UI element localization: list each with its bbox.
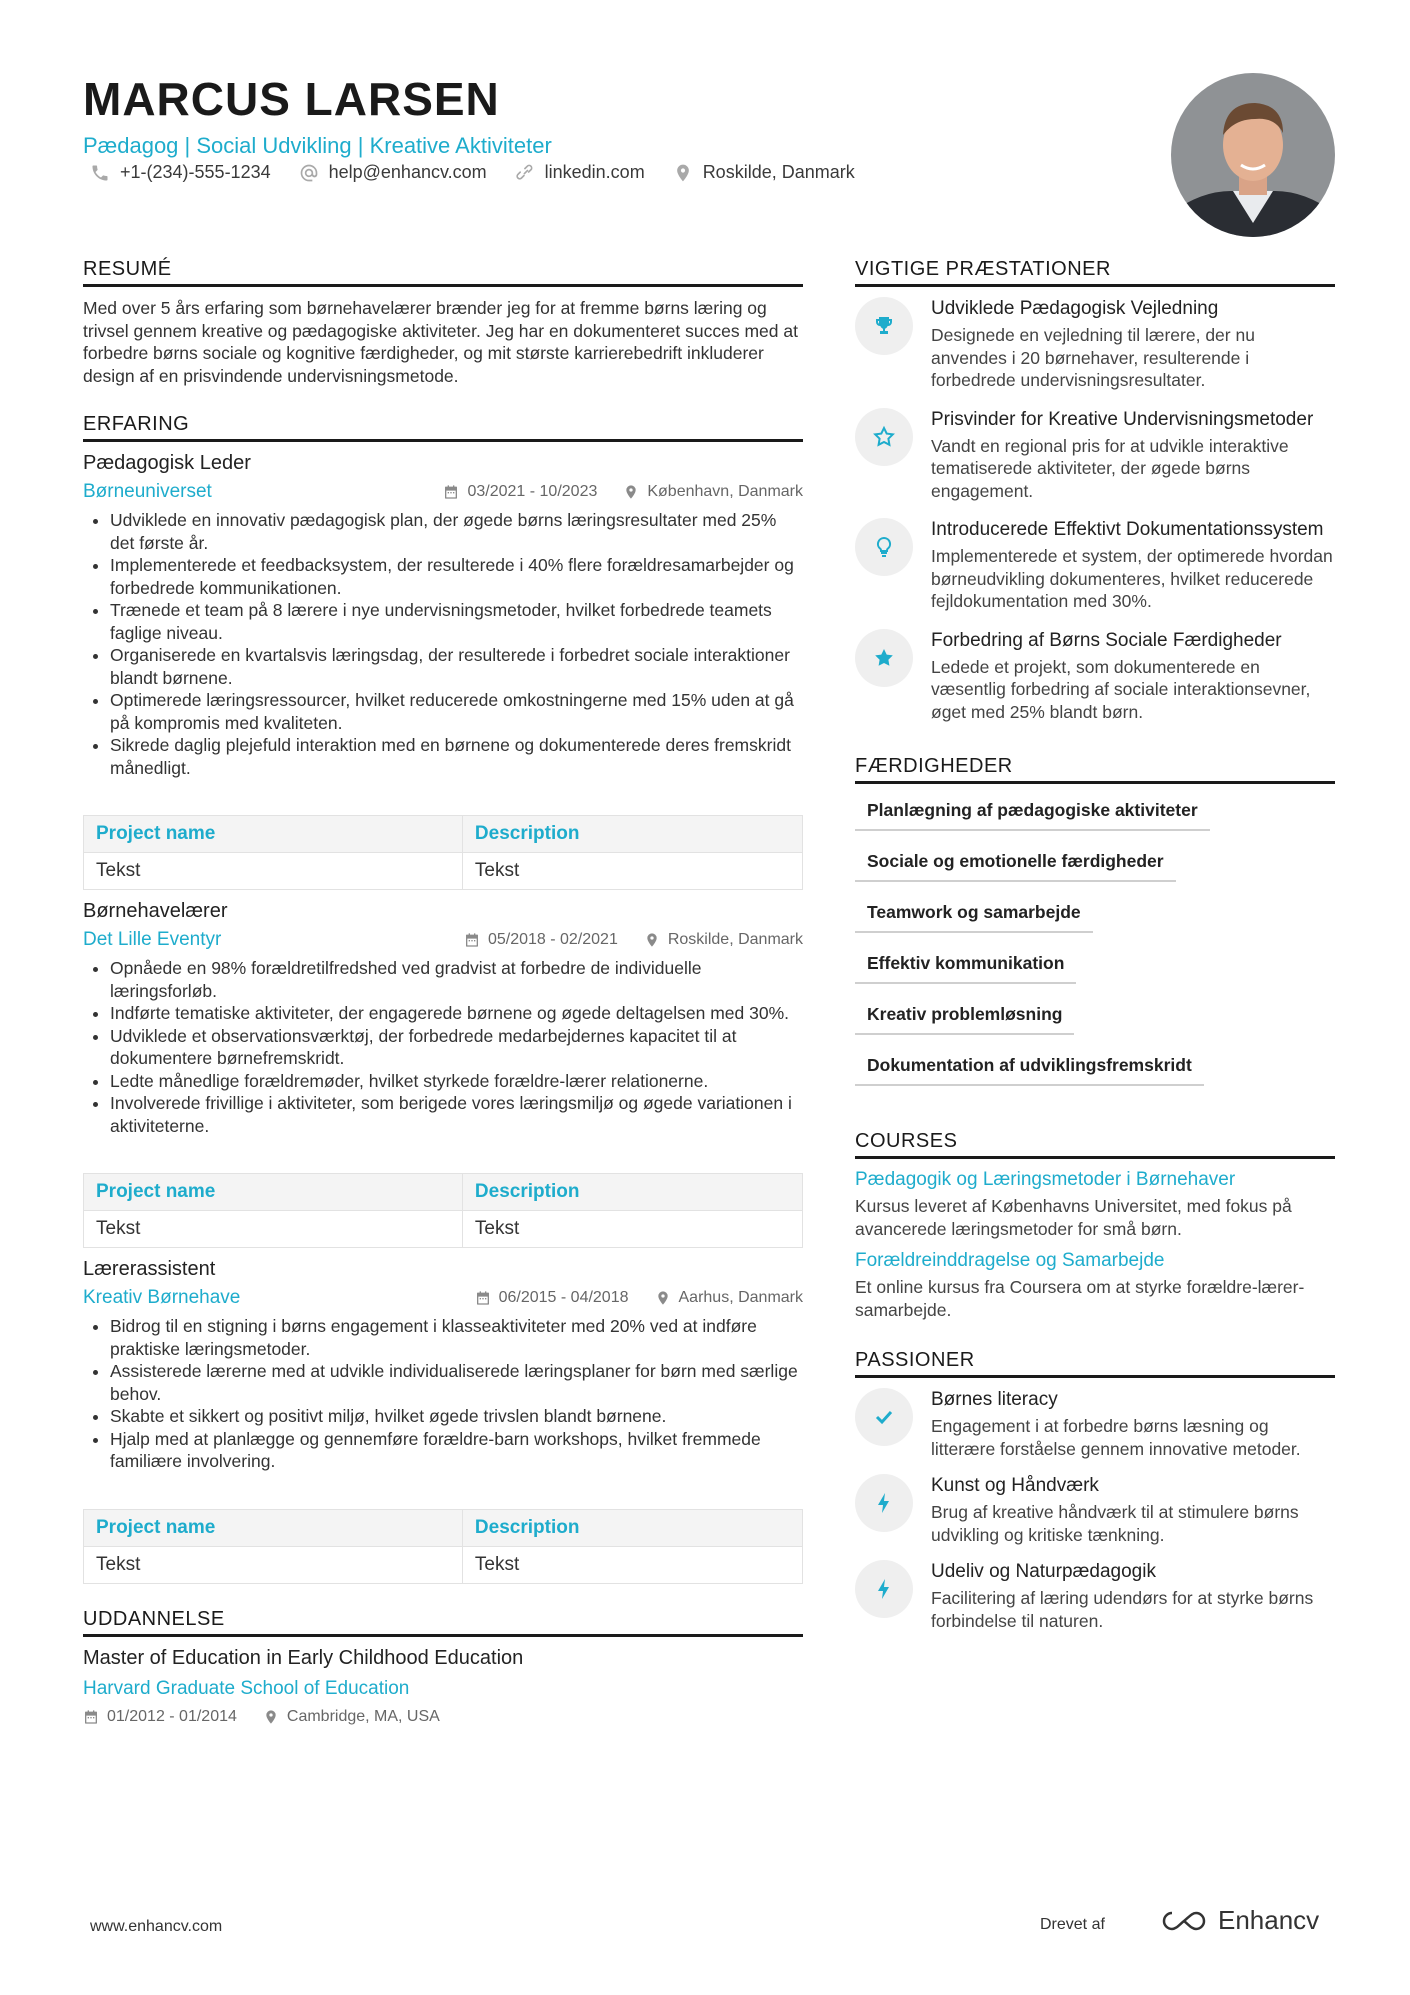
education-school: Harvard Graduate School of Education xyxy=(83,1677,410,1699)
course-desc: Et online kursus fra Coursera om at styrke forældre-lærer-samarbejde. xyxy=(855,1277,1305,1320)
brand-logo xyxy=(1160,1905,1319,1936)
location-pin-icon xyxy=(623,484,639,500)
bullet-item: • Implementerede et feedbacksystem, der resulterede i 40% flere forældresamarbejder og forbedrede kommunikationen. xyxy=(110,554,803,599)
location-pin-icon xyxy=(644,932,660,948)
table-cell: Tekst xyxy=(84,853,463,890)
course-title: Pædagogik og Læringsmetoder i Børnehaver xyxy=(855,1169,1236,1190)
achievement-item xyxy=(855,518,1335,613)
job-entry xyxy=(83,1258,803,1584)
bullet-item: • Optimerede læringsressourcer, hvilket reducerede omkostningerne med 15% uden at gå på kompromis med kvaliteten. xyxy=(110,689,803,734)
summary-text: Med over 5 års erfaring som børnehavelærer brænder jeg for at fremme børns læring og trivsel gennem kreative og pædagogiske aktiviteter. Jeg har en dokumenteret succes med at forbedre børns sociale og kognitive færdigheder, og mit største karrierebedrift inkluderer design af en prisvindende undervisningsmetode. xyxy=(83,298,798,386)
education-dates: 01/2012 - 01/2014 xyxy=(83,1708,237,1726)
table-header-description: Description xyxy=(462,1509,802,1546)
skills-heading: FÆRDIGHEDER xyxy=(855,755,1335,784)
bullet-item: • Ledte månedlige forældremøder, hvilket styrkede forældre-lærer relationerne. xyxy=(110,1070,803,1093)
bullet-item: • Bidrog til en stigning i børns engagement i klasseaktiviteter med 20% ved at indføre praktiske læringsmetoder. xyxy=(110,1315,803,1360)
course-desc: Kursus leveret af Københavns Universitet, med fokus på avancerede læringsmetoder for små børn. xyxy=(855,1196,1292,1239)
job-title: Pædagogisk Leder xyxy=(83,452,251,474)
course-title: Forældreinddragelse og Samarbejde xyxy=(855,1250,1165,1271)
skill-tag: Effektiv kommunikation xyxy=(855,947,1076,984)
achievement-item xyxy=(855,629,1335,724)
achievement-desc: Designede en vejledning til lærere, der nu anvendes i 20 børnehaver, resulterende i forbedrede undervisningsresultater. xyxy=(931,325,1255,390)
achievement-title: Udviklede Pædagogisk Vejledning xyxy=(931,298,1219,319)
job-meta xyxy=(83,481,803,503)
footer-url[interactable]: www.enhancv.com xyxy=(90,1918,223,1935)
achievement-title: Introducerede Effektivt Dokumentationssystem xyxy=(931,519,1324,540)
left-column xyxy=(83,258,803,1726)
contact-bar xyxy=(90,162,855,183)
job-meta xyxy=(83,1287,803,1309)
education-degree: Master of Education in Early Childhood Education xyxy=(83,1646,524,1669)
bullet-item: • Involverede frivillige i aktiviteter, som berigede vores læringsmiljø og øgede variationen i aktiviteterne. xyxy=(110,1092,803,1137)
bullet-item: • Udviklede en innovativ pædagogisk plan, der øgede børns læringsresultater med 25% det første år. xyxy=(110,509,803,554)
job-dates: 05/2018 - 02/2021 xyxy=(464,931,618,949)
company-name: Det Lille Eventyr xyxy=(83,929,222,950)
bullet-item: • Hjalp med at planlægge og gennemføre forældre-barn workshops, hvilket fremmede familiære involvering. xyxy=(110,1428,803,1473)
job-bullets xyxy=(83,957,803,1137)
job-title: Lærerassistent xyxy=(83,1258,216,1280)
email-text: help@enhancv.com xyxy=(328,162,487,182)
contact-phone xyxy=(90,162,271,183)
job-bullets xyxy=(83,509,803,779)
table-header-project: Project name xyxy=(84,1174,463,1211)
bullet-item: • Skabte et sikkert og positivt miljø, hvilket øgede trivslen blandt børnene. xyxy=(110,1405,803,1428)
table-cell: Tekst xyxy=(84,1211,463,1248)
location-pin-icon xyxy=(655,1290,671,1306)
skill-tag: Dokumentation af udviklingsfremskridt xyxy=(855,1049,1204,1086)
job-meta xyxy=(83,929,803,951)
education-location: Cambridge, MA, USA xyxy=(263,1708,440,1726)
star-filled-icon xyxy=(872,646,896,670)
bullet-item: • Opnåede en 98% forældretilfredshed ved gradvist at forbedre de individuelle læringsforløb. xyxy=(110,957,803,1002)
achievement-desc: Implementerede et system, der optimerede hvordan børneudvikling dokumenteres, hvilket reducerede fejldokumentation med 30%. xyxy=(931,546,1333,611)
job-dates: 06/2015 - 04/2018 xyxy=(475,1289,629,1307)
passion-desc: Facilitering af læring udendørs for at styrke børns forbindelse til naturen. xyxy=(931,1588,1314,1631)
lightning-icon xyxy=(872,1491,896,1515)
candidate-name: MARCUS LARSEN xyxy=(83,73,500,125)
job-location: Aarhus, Danmark xyxy=(655,1289,804,1307)
bullet-item: • Assisterede lærerne med at udvikle individualiserede læringsplaner for børn med særlige behov. xyxy=(110,1360,803,1405)
passion-item xyxy=(855,1474,1335,1546)
checkmark-icon xyxy=(872,1405,896,1429)
location-text: Roskilde, Danmark xyxy=(702,162,855,182)
skills-list xyxy=(855,794,1335,1100)
job-dates: 03/2021 - 10/2023 xyxy=(443,483,597,501)
star-outline-icon xyxy=(872,425,896,449)
achievements-heading: VIGTIGE PRÆSTATIONER xyxy=(855,258,1335,287)
location-pin-icon xyxy=(673,163,693,183)
table-cell: Tekst xyxy=(462,1211,802,1248)
bullet-item: • Organiserede en kvartalsvis læringsdag, der resulterede i forbedret sociale interaktioner blandt børnene. xyxy=(110,644,803,689)
phone-text: +1-(234)-555-1234 xyxy=(120,162,271,182)
calendar-icon xyxy=(475,1290,491,1306)
job-bullets xyxy=(83,1315,803,1473)
passion-title: Kunst og Håndværk xyxy=(931,1475,1099,1496)
project-table xyxy=(83,815,803,890)
trophy-icon xyxy=(872,314,896,338)
right-column xyxy=(855,258,1335,1632)
calendar-icon xyxy=(464,932,480,948)
table-cell: Tekst xyxy=(84,1546,463,1583)
experience-heading: ERFARING xyxy=(83,413,803,442)
passion-title: Børnes literacy xyxy=(931,1389,1058,1410)
passion-item xyxy=(855,1388,1335,1460)
linkedin-text: linkedin.com xyxy=(544,162,645,182)
at-icon xyxy=(299,163,319,183)
phone-icon xyxy=(90,163,110,183)
bullet-item: • Indførte tematiske aktiviteter, der engagerede børnene og øgede deltagelsen med 30%. xyxy=(110,1002,803,1025)
table-header-description: Description xyxy=(462,816,802,853)
summary-heading: RESUMÉ xyxy=(83,258,803,287)
bullet-item: • Udviklede et observationsværktøj, der forbedrede medarbejdernes kapacitet til at dokumentere børnefremskridt. xyxy=(110,1025,803,1070)
skill-tag: Kreativ problemløsning xyxy=(855,998,1074,1035)
project-table xyxy=(83,1173,803,1248)
contact-linkedin[interactable] xyxy=(515,162,645,183)
passions-heading: PASSIONER xyxy=(855,1349,1335,1378)
job-entry xyxy=(83,452,803,890)
lightbulb-icon xyxy=(872,535,896,559)
location-pin-icon xyxy=(263,1709,279,1725)
education-meta xyxy=(83,1708,803,1726)
achievement-desc: Ledede et projekt, som dokumenterede en væsentlig forbedring af sociale interaktionsevner, øget med 25% blandt børn. xyxy=(931,656,1311,722)
job-location: København, Danmark xyxy=(623,483,803,501)
project-table xyxy=(83,1509,803,1584)
contact-location xyxy=(673,162,855,183)
calendar-icon xyxy=(443,484,459,500)
achievement-title: Prisvinder for Kreative Undervisningsmetoder xyxy=(931,408,1314,430)
achievement-title: Forbedring af Børns Sociale Færdigheder xyxy=(931,629,1282,651)
passion-item xyxy=(855,1560,1335,1632)
profile-photo xyxy=(1171,73,1335,237)
company-name: Kreativ Børnehave xyxy=(83,1287,241,1308)
passion-desc: Brug af kreative håndværk til at stimulere børns udvikling og kritiske tænkning. xyxy=(931,1502,1299,1545)
infinity-logo-icon xyxy=(1160,1909,1208,1933)
skill-tag: Planlægning af pædagogiske aktiviteter xyxy=(855,794,1210,831)
link-icon xyxy=(515,163,535,183)
table-header-project: Project name xyxy=(84,1509,463,1546)
bullet-item: • Sikrede daglig plejefuld interaktion med en børnene og dokumenterede deres fremskridt månedligt. xyxy=(110,734,803,779)
achievement-item xyxy=(855,297,1335,392)
achievement-desc: Vandt en regional pris for at udvikle interaktive tematiserede aktiviteter, der øgede børns engagement. xyxy=(931,435,1289,501)
passion-desc: Engagement i at forbedre børns læsning og litterære forståelse gennem innovative metoder. xyxy=(931,1416,1301,1459)
footer-powered-by: Drevet af xyxy=(1040,1916,1105,1933)
lightning-icon xyxy=(872,1577,896,1601)
calendar-icon xyxy=(83,1709,99,1725)
bullet-item: • Trænede et team på 8 lærere i nye undervisningsmetoder, hvilket forbedrede teamets faglige niveau. xyxy=(110,599,803,644)
job-location: Roskilde, Danmark xyxy=(644,931,803,949)
table-header-project: Project name xyxy=(84,816,463,853)
contact-email[interactable] xyxy=(299,162,487,183)
skill-tag: Sociale og emotionelle færdigheder xyxy=(855,845,1176,882)
table-header-description: Description xyxy=(462,1174,802,1211)
job-entry xyxy=(83,900,803,1248)
education-heading: UDDANNELSE xyxy=(83,1608,803,1637)
achievement-item xyxy=(855,408,1335,503)
candidate-tagline: Pædagog | Social Udvikling | Kreative Aktiviteter xyxy=(83,133,552,158)
passion-title: Udeliv og Naturpædagogik xyxy=(931,1561,1156,1582)
courses-heading: COURSES xyxy=(855,1130,1335,1159)
table-cell: Tekst xyxy=(462,853,802,890)
brand-name: Enhancv xyxy=(1218,1905,1320,1935)
company-name: Børneuniverset xyxy=(83,481,212,502)
table-cell: Tekst xyxy=(462,1546,802,1583)
skill-tag: Teamwork og samarbejde xyxy=(855,896,1093,933)
job-title: Børnehavelærer xyxy=(83,900,228,922)
